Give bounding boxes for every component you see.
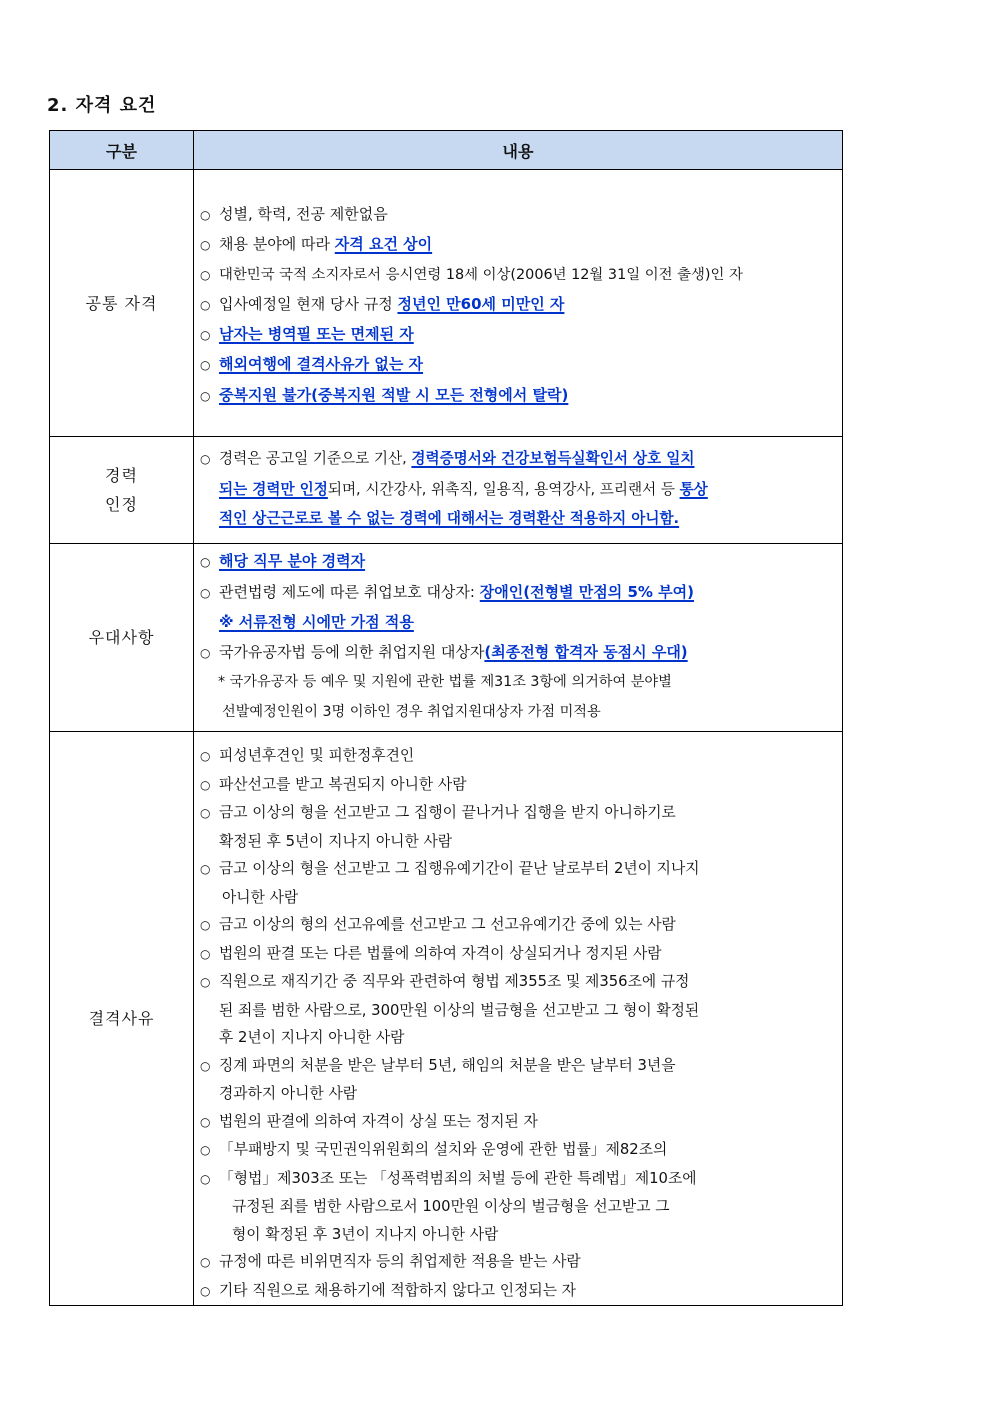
bullet-icon: ○ <box>200 1058 211 1073</box>
bullet-icon: ○ <box>200 918 211 932</box>
disqual-item-cont: 형이 확정된 후 3년이 지나지 아니한 사람 <box>232 1225 499 1243</box>
disqual-item: ○ 법원의 판결 또는 다른 법률에 의하여 자격이 상실되거나 정지된 사람 <box>200 940 838 969</box>
preference-item: ○ 국가유공자법 등에 의한 취업지원 대상자(최종전형 합격자 동점시 우대) <box>200 638 838 669</box>
bullet-icon: ○ <box>200 555 211 569</box>
career-item: ○ 경력은 공고일 기준으로 기산, 경력증명서와 건강보험득실확인서 상호 일치 <box>200 444 838 475</box>
preference-item: ○ 관련법령 제도에 따른 취업보호 대상자: 장애인(전형별 만점의 5% 부여) <box>200 578 838 609</box>
bullet-icon: ○ <box>200 946 211 961</box>
disqual-item: ○ 법원의 판결에 의하여 자격이 상실 또는 정지된 자 <box>200 1108 838 1137</box>
header-category: 구분 <box>50 131 194 170</box>
bullet-icon: ○ <box>200 1255 211 1269</box>
section-title: 2. 자격 요건 <box>47 95 157 116</box>
disqual-item-cont: 확정된 후 5년이 지나지 아니한 사람 <box>219 832 453 850</box>
bullet-icon: ○ <box>200 1171 211 1186</box>
bullet-icon: ○ <box>200 975 211 989</box>
common-item: ○ 대한민국 국적 소지자로서 응시연령 18세 이상(2006년 12월 31일 이전 출생)인 자 <box>200 261 838 290</box>
common-item: ○ 성별, 학력, 전공 제한없음 <box>200 200 838 230</box>
bullet-icon: ○ <box>200 862 211 876</box>
disqual-item: ○ 기타 직원으로 채용하기에 적합하지 않다고 인정되는 자 <box>200 1277 838 1306</box>
label-common: 공통 자격 <box>50 170 194 437</box>
disqual-item: ○ 규정에 따른 비위면직자 등의 취업제한 적용을 받는 사람 <box>200 1248 838 1277</box>
disqual-item-cont: 규정된 죄를 범한 사람으로서 100만원 이상의 벌금형을 선고받고 그 <box>232 1198 670 1215</box>
header-content: 내용 <box>194 131 843 170</box>
row-career <box>50 437 843 544</box>
bullet-icon: ○ <box>200 388 211 403</box>
bullet-icon: ○ <box>200 452 211 466</box>
disqual-item-cont: 된 죄를 범한 사람으로, 300만원 이상의 벌금형을 선고받고 그 형이 확정된 <box>219 1001 700 1019</box>
disqual-item: ○ 금고 이상의 형의 선고유예를 선고받고 그 선고유예기간 중에 있는 사람 <box>200 911 838 940</box>
disqual-item-cont: 후 2년이 지나지 아니한 사람 <box>219 1029 405 1046</box>
common-item: ○ 해외여행에 결격사유가 없는 자 <box>200 350 838 380</box>
content-career <box>194 437 843 544</box>
qualification-table <box>49 130 843 1306</box>
bullet-icon: ○ <box>200 585 211 600</box>
content-common <box>194 170 843 437</box>
label-career: 경력 인정 <box>50 437 194 544</box>
bullet-icon: ○ <box>200 806 211 820</box>
disqual-item: ○ 징계 파면의 처분을 받은 날부터 5년, 해임의 처분을 받은 날부터 3년을 <box>200 1052 838 1081</box>
label-disqualification: 결격사유 <box>50 732 194 1306</box>
bullet-icon: ○ <box>200 328 211 343</box>
bullet-icon: ○ <box>200 645 211 660</box>
preference-item: ○ 해당 직무 분야 경력자 <box>200 547 838 578</box>
preference-footnote: 선발예정인원이 3명 이하인 경우 취업지원대상자 가점 미적용 <box>222 703 601 720</box>
bullet-icon: ○ <box>200 238 211 253</box>
bullet-icon: ○ <box>200 1143 211 1157</box>
disqual-item-cont: 아니한 사람 <box>222 888 299 906</box>
common-item: ○ 채용 분야에 따라 자격 요건 상이 <box>200 230 838 260</box>
disqual-item: ○ 피성년후견인 및 피한정후견인 <box>200 742 838 771</box>
common-item: ○ 입사예정일 현재 당사 규정 정년인 만60세 미만인 자 <box>200 290 838 320</box>
bullet-icon: ○ <box>200 1283 211 1298</box>
preference-footnote: * 국가유공자 등 예우 및 지원에 관한 법률 제31조 3항에 의거하여 분야별 <box>218 674 672 690</box>
bullet-icon: ○ <box>200 358 211 373</box>
bullet-icon: ○ <box>200 208 211 222</box>
row-disqualification <box>50 732 843 1306</box>
disqual-item: ○ 금고 이상의 형을 선고받고 그 집행유예기간이 끝난 날로부터 2년이 지나지 <box>200 855 838 884</box>
preference-note: ※ 서류전형 시에만 가점 적용 <box>219 613 414 631</box>
row-preference <box>50 544 843 732</box>
career-item-cont: 되는 경력만 인정되며, 시간강사, 위촉직, 일용직, 용역강사, 프리랜서 등 통상 <box>219 480 708 498</box>
row-common <box>50 170 843 437</box>
bullet-icon: ○ <box>200 749 211 763</box>
table-header-row <box>50 131 843 170</box>
content-preference <box>194 544 843 732</box>
disqual-item: ○ 파산선고를 받고 복권되지 아니한 사람 <box>200 771 838 800</box>
bullet-icon: ○ <box>200 297 211 312</box>
content-disqualification <box>194 732 843 1306</box>
common-item: ○ 중복지원 불가(중복지원 적발 시 모든 전형에서 탈락) <box>200 381 838 411</box>
common-item: ○ 남자는 병역필 또는 면제된 자 <box>200 320 838 350</box>
bullet-icon: ○ <box>200 267 211 282</box>
disqual-item-cont: 경과하지 아니한 사람 <box>219 1085 358 1102</box>
disqual-item: ○ 금고 이상의 형을 선고받고 그 집행이 끝나거나 집행을 받지 아니하기로 <box>200 799 838 828</box>
bullet-icon: ○ <box>200 777 211 792</box>
disqual-item: ○ 「형법」제303조 또는 「성폭력범죄의 처벌 등에 관한 특례법」제10조에 <box>200 1165 838 1194</box>
label-preference: 우대사항 <box>50 544 194 732</box>
career-item-cont: 적인 상근근로로 볼 수 없는 경력에 대해서는 경력환산 적용하지 아니함. <box>219 510 680 527</box>
disqual-item: ○ 직원으로 재직기간 중 직무와 관련하여 형법 제355조 및 제356조에 규정 <box>200 968 838 997</box>
disqual-item: ○ 「부패방지 및 국민권익위원회의 설치와 운영에 관한 법률」제82조의 <box>200 1136 838 1165</box>
bullet-icon: ○ <box>200 1114 211 1129</box>
